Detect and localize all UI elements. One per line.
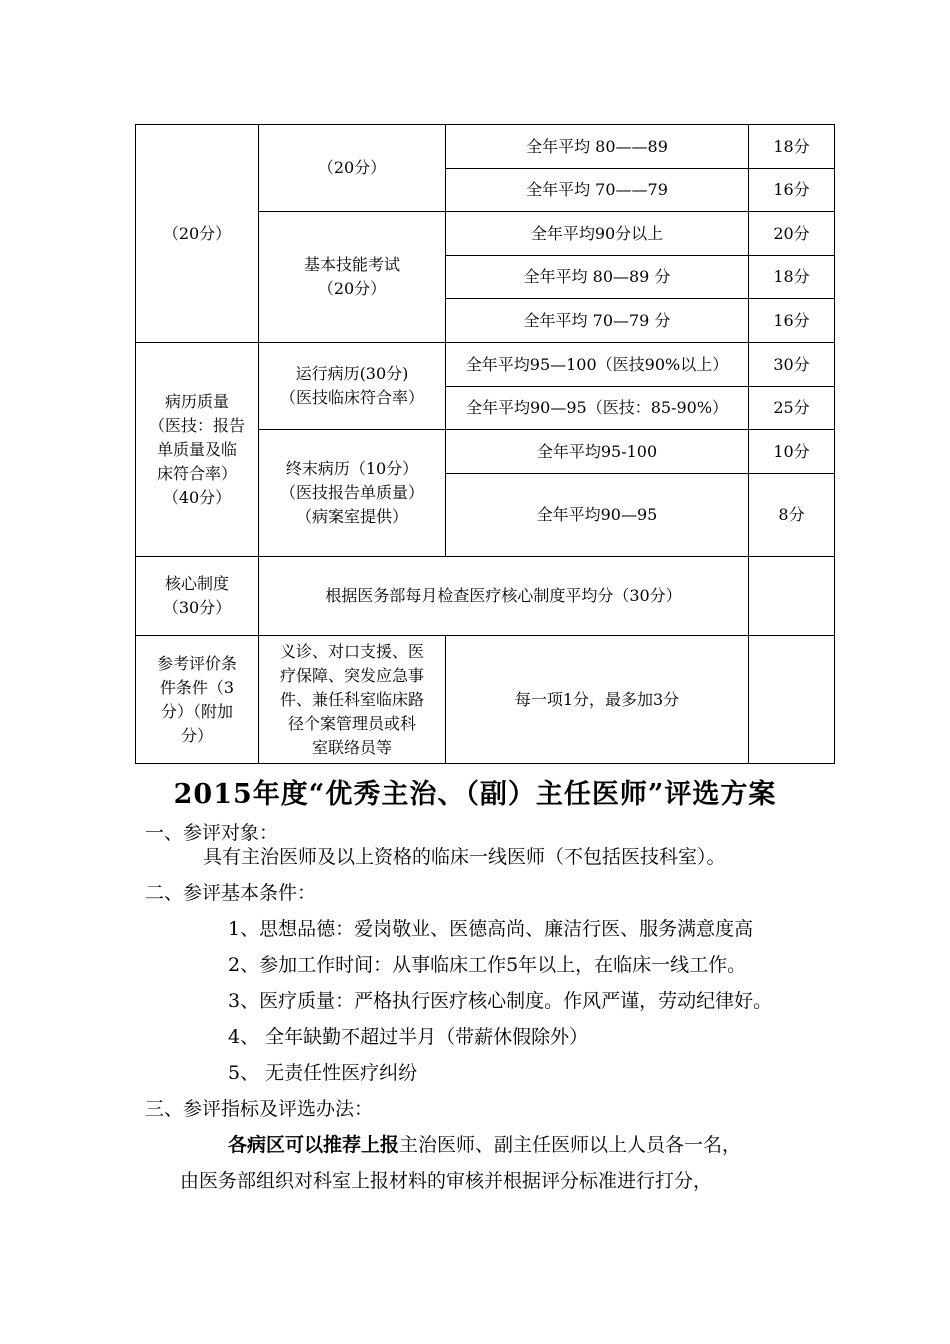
section-3-paragraph-line-1	[228, 1130, 741, 1157]
cell-criterion: 全年平均90—95（医技：85-90%）	[446, 387, 749, 430]
cell-criterion: 每一项1分，最多加3分	[446, 636, 749, 764]
cell-criterion: 全年平均 80——89	[446, 125, 749, 169]
cell-criterion: 全年平均 70—79 分	[446, 299, 749, 343]
cell-score: 16分	[749, 169, 835, 212]
cell-criterion: 全年平均95-100	[446, 430, 749, 474]
cell-criterion: 全年平均 70——79	[446, 169, 749, 212]
section-1-body: 具有主治医师及以上资格的临床一线医师（不包括医技科室）。	[203, 846, 726, 868]
document-title: 2015年度“优秀主治、（副）主任医师”评选方案	[173, 779, 777, 810]
cell-score: 10分	[749, 430, 835, 474]
condition-2: 2、参加工作时间：从事临床工作5年以上，在临床一线工作。	[228, 954, 747, 976]
cell-criterion: 全年平均90—95	[446, 474, 749, 557]
cell-category: 核心制度 （30分）	[136, 557, 259, 636]
condition-4: 4、 全年缺勤不超过半月（带薪休假除外）	[228, 1026, 589, 1048]
condition-3: 3、医疗质量：严格执行医疗核心制度。作风严谨，劳动纪律好。	[228, 990, 773, 1012]
cell-score: 20分	[749, 212, 835, 256]
cell-score-empty	[749, 636, 835, 764]
section-3-paragraph-line-2: 由医务部组织对科室上报材料的审核并根据评分标准进行打分，	[180, 1170, 713, 1192]
cell-item: 运行病历(30分) （医技临床符合率）	[259, 343, 446, 430]
cell-score: 16分	[749, 299, 835, 343]
scoring-table	[135, 124, 835, 764]
paragraph-text: 主治医师、副主任医师以上人员各一名，	[399, 1134, 742, 1156]
cell-criterion: 全年平均95—100（医技90%以上）	[446, 343, 749, 387]
section-heading-3: 三、参评指标及评选办法：	[145, 1098, 374, 1120]
cell-item: （20分）	[259, 125, 446, 212]
cell-category: 参考评价条 件条件（3 分）（附加 分）	[136, 636, 259, 764]
cell-criterion: 全年平均 80—89 分	[446, 256, 749, 299]
cell-score-empty	[749, 557, 835, 636]
cell-item: 基本技能考试 （20分）	[259, 212, 446, 343]
cell-score: 18分	[749, 125, 835, 169]
section-heading-1: 一、参评对象：	[145, 822, 279, 844]
condition-1: 1、思想品德：爱岗敬业、医德高尚、廉洁行医、服务满意度高	[228, 918, 754, 940]
cell-score: 18分	[749, 256, 835, 299]
cell-score: 25分	[749, 387, 835, 430]
emphasis-text: 各病区可以推荐上报	[228, 1134, 400, 1156]
cell-item: 根据医务部每月检查医疗核心制度平均分（30分）	[259, 557, 749, 636]
cell-score: 30分	[749, 343, 835, 387]
cell-category: 病历质量 （医技：报告 单质量及临 床符合率） （40分）	[136, 343, 259, 557]
cell-criterion: 全年平均90分以上	[446, 212, 749, 256]
cell-category: （20分）	[136, 125, 259, 343]
condition-5: 5、 无责任性医疗纠纷	[228, 1062, 418, 1084]
section-heading-2: 二、参评基本条件：	[145, 882, 317, 904]
cell-item: 终末病历（10分） （医技报告单质量） （病案室提供）	[259, 430, 446, 557]
cell-score: 8分	[749, 474, 835, 557]
cell-item: 义诊、对口支援、医 疗保障、突发应急事 件、兼任科室临床路 径个案管理员或科 室联络员等	[259, 636, 446, 764]
